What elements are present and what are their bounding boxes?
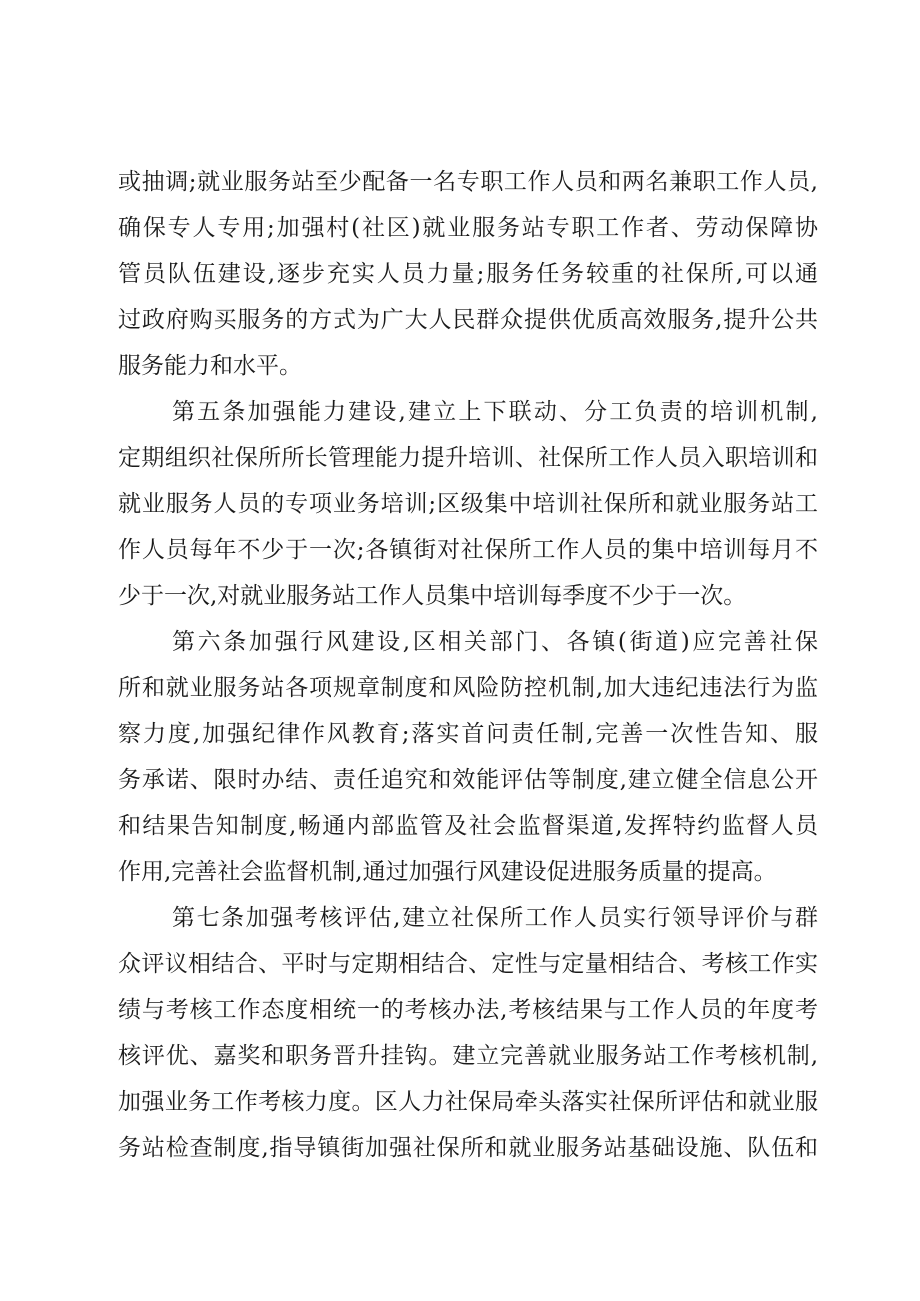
text-line: 核评优、嘉奖和职务晋升挂钩。建立完善就业服务站工作考核机制, <box>118 1043 818 1069</box>
text-line: 众评议相结合、平时与定期相结合、定性与定量相结合、考核工作实 <box>118 951 818 977</box>
text-line: 定期组织社保所所长管理能力提升培训、社保所工作人员入职培训和 <box>118 445 818 471</box>
text-line: 加强业务工作考核力度。区人力社保局牵头落实社保所评估和就业服 <box>118 1089 818 1115</box>
text-line: 绩与考核工作态度相统一的考核办法,考核结果与工作人员的年度考 <box>118 997 818 1023</box>
text-line: 确保专人专用;加强村(社区)就业服务站专职工作者、劳动保障协 <box>118 215 818 241</box>
text-line: 所和就业服务站各项规章制度和风险防控机制,加大违纪违法行为监 <box>118 675 818 701</box>
text-line: 或抽调;就业服务站至少配备一名专职工作人员和两名兼职工作人员, <box>118 169 818 195</box>
text-line: 过政府购买服务的方式为广大人民群众提供优质高效服务,提升公共 <box>118 307 818 333</box>
text-line: 务承诺、限时办结、责任追究和效能评估等制度,建立健全信息公开 <box>118 767 818 793</box>
text-line: 少于一次,对就业服务站工作人员集中培训每季度不少于一次。 <box>118 583 747 609</box>
article-5-heading-line: 第五条加强能力建设,建立上下联动、分工负责的培训机制, <box>172 399 818 425</box>
text-line: 察力度,加强纪律作风教育;落实首问责任制,完善一次性告知、服 <box>118 721 818 747</box>
text-line: 和结果告知制度,畅通内部监管及社会监督渠道,发挥特约监督人员 <box>118 813 818 839</box>
text-line: 务站检查制度,指导镇街加强社保所和就业服务站基础设施、队伍和 <box>118 1135 818 1161</box>
text-line: 就业服务人员的专项业务培训;区级集中培训社保所和就业服务站工 <box>118 491 818 517</box>
article-6-heading-line: 第六条加强行风建设,区相关部门、各镇(街道)应完善社保 <box>172 629 818 655</box>
text-line: 管员队伍建设,逐步充实人员力量;服务任务较重的社保所,可以通 <box>118 261 818 287</box>
text-line: 作用,完善社会监督机制,通过加强行风建设促进服务质量的提高。 <box>118 859 777 885</box>
text-line: 作人员每年不少于一次;各镇街对社保所工作人员的集中培训每月不 <box>118 537 818 563</box>
text-line: 服务能力和水平。 <box>118 353 302 379</box>
article-7-heading-line: 第七条加强考核评估,建立社保所工作人员实行领导评价与群 <box>172 905 818 931</box>
